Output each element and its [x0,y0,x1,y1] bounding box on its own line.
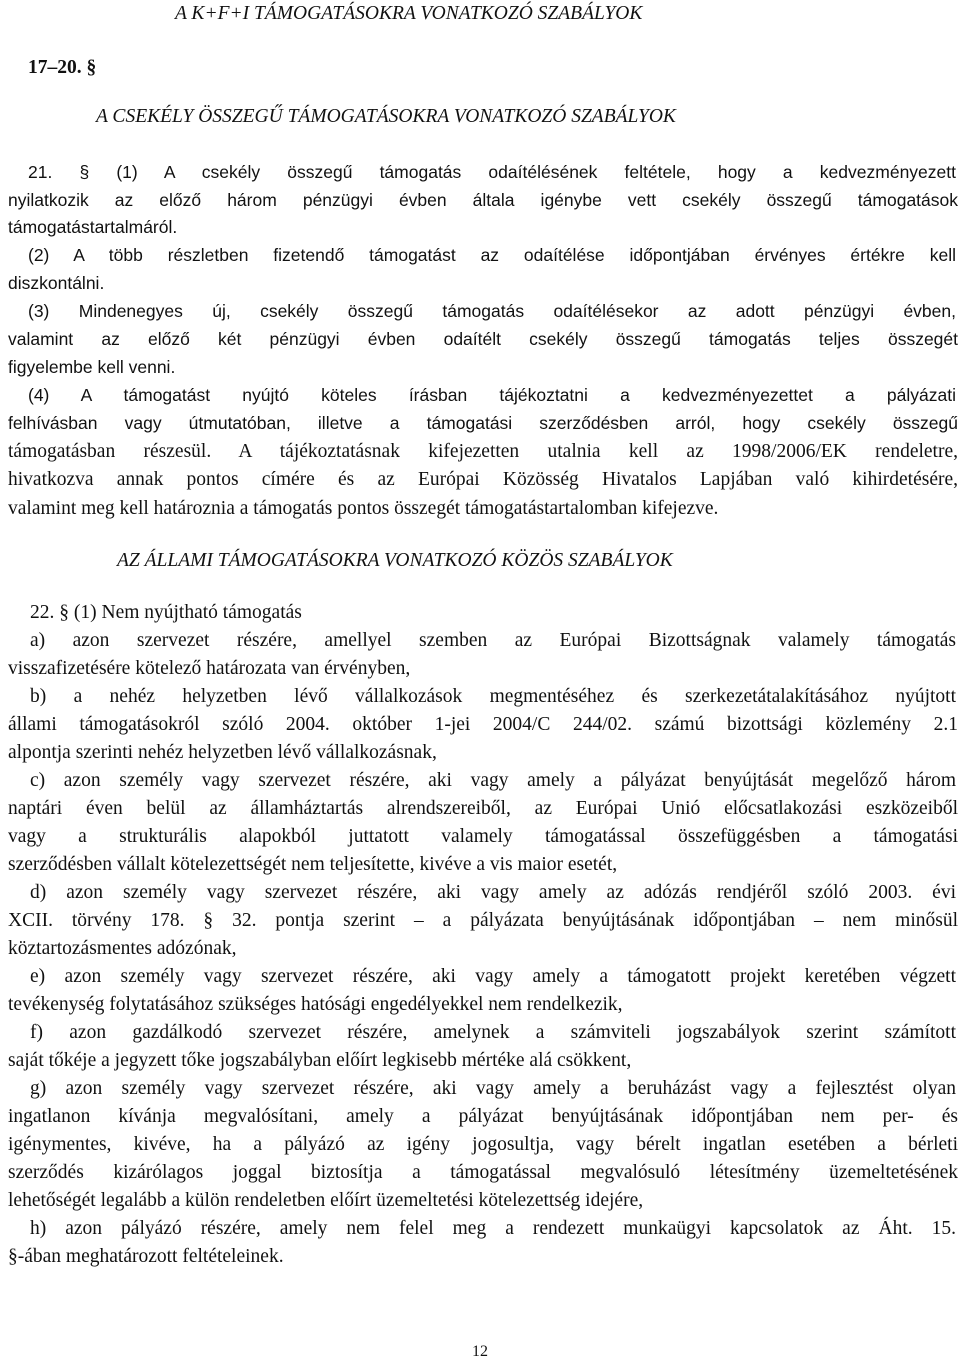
s22-b-line3: alpontja szerinti nehéz helyzetben lévő vállalkozásnak, [8,742,437,763]
s22-intro: 22. § (1) Nem nyújtható támogatás [30,602,302,623]
heading-state-aid: AZ ÁLLAMI TÁMOGATÁSOKRA VONATKOZÓ KÖZÖS SZABÁLYOK [117,550,673,571]
s22-g-line4: szerződés kizárólagos joggal biztosítja a támogatással megvalósuló létesítmény üzemeltetésének [8,1162,958,1183]
s22-b-line2: állami támogatásokról szóló 2004. október 1-jei 2004/C 244/02. számú bizottsági közlemény 2.1 [8,714,958,735]
s21-p4-line3: támogatásban részesül. A tájékoztatásnak kifejezetten utalnia kell az 1998/2006/EK rendeletre, [8,441,958,462]
s21-p1-line1: 21. § (1) A csekély összegű támogatás odaítélésének feltétele, hogy a kedvezményezett [28,162,956,182]
s22-a-line1: a) azon szervezet részére, amellyel szemben az Európai Bizottságnak valamely támogatás [30,630,956,651]
s22-g-line5: lehetőségét legalább a külön rendeletben előírt üzemeltetési kötelezettség idejére, [8,1190,644,1211]
s22-f-line2: saját tőkéje a jegyzett tőke jogszabályban előírt legkisebb mértéke alá csökkent, [8,1050,632,1071]
s21-p4-line4: hivatkozva annak pontos címére és az Európai Közösség Hivatalos Lapjában való kihirdetésére, [8,469,958,490]
s22-c-line1: c) azon személy vagy szervezet részére, aki vagy amely a pályázat benyújtását megelőző három [30,770,956,791]
s22-c-line3: vagy a strukturális alapokból juttatott valamely támogatással összefüggésben a támogatási [8,826,958,847]
s22-g-line1: g) azon személy vagy szervezet részére, aki vagy amely a beruházást vagy a fejlesztést olyan [30,1078,956,1099]
s22-g-line2: ingatlanon kívánja megvalósítani, amely a pályázat benyújtásának időpontjában nem per- és [8,1106,958,1127]
s22-c-line2: naptári éven belül az államháztartás alrendszereiből, az Európai Unió előcsatlakozási eszközeiből [8,798,958,819]
s22-g-line3: igénymentes, kivéve, ha a pályázó az igény jogosultja, vagy bérelt ingatlan esetében a bérleti [8,1134,958,1155]
s22-e-line2: tevékenység folytatásához szükséges hatósági engedélyekkel nem rendelkezik, [8,994,623,1015]
s22-h-line1: h) azon pályázó részére, amely nem felel meg a rendezett munkaügyi kapcsolatok az Áht. 15. [30,1218,956,1239]
s21-p1-line2: nyilatkozik az előző három pénzügyi évben általa igénybe vett csekély összegű támogatások [8,190,958,210]
s22-d-line2: XCII. törvény 178. § 32. pontja szerint – a pályázata benyújtásának időpontjában – nem minősül [8,910,958,931]
s21-p4-line1: (4) A támogatást nyújtó köteles írásban tájékoztatni a kedvezményezettet a pályázati [28,385,956,405]
s21-p2-line2: diszkontálni. [8,273,105,293]
s21-p1-line3: támogatástartalmáról. [8,217,178,237]
s22-e-line1: e) azon személy vagy szervezet részére, aki vagy amely a támogatott projekt keretében végzett [30,966,956,987]
s22-c-line4: szerződésben vállalt kötelezettségét nem teljesítette, kivéve a vis maior esetét, [8,854,618,875]
heading-small-aid: A CSEKÉLY ÖSSZEGŰ TÁMOGATÁSOKRA VONATKOZÓ SZABÁLYOK [96,106,676,127]
s21-p4-line5: valamint meg kell határoznia a támogatás pontos összegét támogatástartalomban kifejezve. [8,498,719,519]
s22-a-line2: visszafizetésére kötelező határozata van érvényben, [8,658,411,679]
s21-p2-line1: (2) A több részletben fizetendő támogatást az odaítélése időpontjában érvényes értékre kell [28,245,956,265]
s21-p3-line3: figyelembe kell venni. [8,357,176,377]
header-title: A K+F+I TÁMOGATÁSOKRA VONATKOZÓ SZABÁLYOK [175,3,643,24]
s22-d-line3: köztartozásmentes adózónak, [8,938,237,959]
s22-d-line1: d) azon személy vagy szervezet részére, aki vagy amely az adózás rendjéről szóló 2003. évi [30,882,956,903]
s21-p3-line1: (3) Mindenegyes új, csekély összegű támogatás odaítélésekor az adott pénzügyi évben, [28,301,956,321]
s22-h-line2: §-ában meghatározott feltételeinek. [8,1246,284,1267]
page-number: 12 [472,1343,488,1360]
s21-p4-line2: felhívásban vagy útmutatóban, illetve a támogatási szerződésben arról, hogy csekély összegű [8,413,958,433]
s22-f-line1: f) azon gazdálkodó szervezet részére, amelynek a számviteli jogszabályok szerint számított [30,1022,956,1043]
s21-p3-line2: valamint az előző két pénzügyi évben odaítélt csekély összegű támogatás teljes összegét [8,329,958,349]
section-number-17-20: 17–20. § [28,57,97,78]
s22-b-line1: b) a nehéz helyzetben lévő vállalkozások megmentéséhez és szerkezetátalakításához nyújtott [30,686,956,707]
